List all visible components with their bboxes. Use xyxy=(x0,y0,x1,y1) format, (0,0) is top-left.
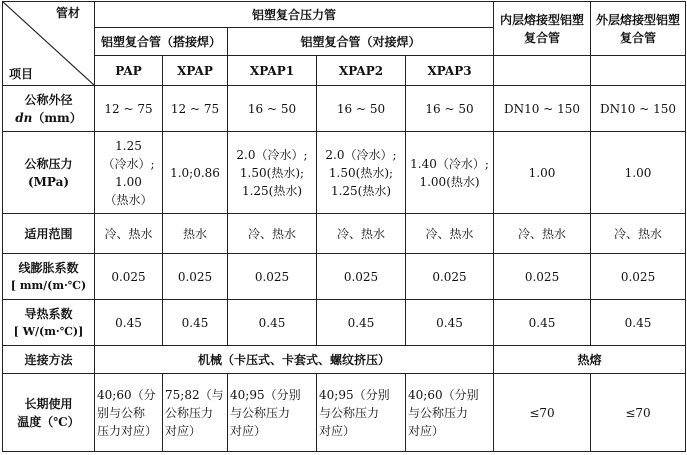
header-outer-pipe: 外层熔接型铝塑复合管 xyxy=(591,2,686,56)
label-expansion-line1: 线膨胀系数 xyxy=(18,260,79,275)
corner-label-material: 管材 xyxy=(55,6,80,20)
label-expansion xyxy=(3,254,95,300)
label-usage: 适用范围 xyxy=(3,214,95,254)
diameter-xpap3: 16 ~ 50 xyxy=(406,86,494,132)
temperature-xpap1-line: 40;95（分别 xyxy=(230,387,301,402)
diameter-xpap1: 16 ~ 50 xyxy=(228,86,317,132)
label-expansion-line2: [ mm/(m·℃) xyxy=(10,278,87,292)
model-inner-blank xyxy=(494,56,591,86)
temperature-xpap3-line: 40;60（分别 xyxy=(408,387,479,402)
usage-xpap1: 冷、热水 xyxy=(228,214,317,254)
temperature-xpap3-line: 与公称压力 xyxy=(408,405,469,420)
pressure-pap-line: （冷水）; xyxy=(102,156,155,171)
temperature-xpap1-line: 对应） xyxy=(230,423,267,438)
subheader-lap-weld: 铝塑复合管（搭接焊） xyxy=(95,28,228,56)
expansion-xpap1: 0.025 xyxy=(228,254,317,300)
temperature-xpap1-line: 与公称压力 xyxy=(230,405,291,420)
model-xpap2: XPAP2 xyxy=(317,56,406,86)
connection-mechanical: 机械（卡压式、卡套式、螺纹挤压） xyxy=(95,346,494,374)
conductivity-xpap1: 0.45 xyxy=(228,300,317,346)
pressure-xpap1-line: 1.25(热水) xyxy=(241,183,303,198)
label-diameter xyxy=(3,86,95,132)
pressure-xpap3-line: 1.40（冷水）; xyxy=(410,156,489,171)
expansion-xpap3: 0.025 xyxy=(406,254,494,300)
row-expansion xyxy=(3,254,686,300)
label-conductivity xyxy=(3,300,95,346)
temperature-xpap-line: 对应） xyxy=(165,423,202,438)
temperature-xpap2-line: 与公称压力 xyxy=(319,405,380,420)
connection-fusion: 热熔 xyxy=(494,346,686,374)
label-temperature-line2: 温度（℃） xyxy=(17,414,80,429)
usage-outer: 冷、热水 xyxy=(591,214,686,254)
temperature-xpap xyxy=(163,374,228,452)
pressure-xpap2-line: 1.25(热水) xyxy=(330,183,392,198)
row-temperature xyxy=(3,374,686,452)
model-xpap: XPAP xyxy=(163,56,228,86)
diameter-pap: 12 ~ 75 xyxy=(95,86,163,132)
row-connection xyxy=(3,346,686,374)
pipe-spec-table xyxy=(2,1,686,452)
pressure-xpap2 xyxy=(317,132,406,214)
usage-pap: 冷、热水 xyxy=(95,214,163,254)
label-connection: 连接方法 xyxy=(3,346,95,374)
temperature-xpap2-line: 40;95（分别 xyxy=(319,387,390,402)
pressure-inner: 1.00 xyxy=(494,132,591,214)
pressure-xpap1-line: 2.0（冷水）; xyxy=(236,147,308,162)
pressure-pap xyxy=(95,132,163,214)
expansion-inner: 0.025 xyxy=(494,254,591,300)
model-xpap1: XPAP1 xyxy=(228,56,317,86)
temperature-xpap3-line: 对应） xyxy=(408,423,445,438)
expansion-xpap: 0.025 xyxy=(163,254,228,300)
usage-xpap3: 冷、热水 xyxy=(406,214,494,254)
conductivity-inner: 0.45 xyxy=(494,300,591,346)
subheader-butt-weld: 铝塑复合管（对接焊） xyxy=(228,28,494,56)
pressure-pap-line: 1.00 xyxy=(115,174,142,189)
model-pap: PAP xyxy=(95,56,163,86)
usage-xpap2: 冷、热水 xyxy=(317,214,406,254)
label-temperature xyxy=(3,374,95,452)
pressure-pap-line: 1.25 xyxy=(115,138,142,153)
conductivity-xpap: 0.45 xyxy=(163,300,228,346)
model-outer-blank xyxy=(591,56,686,86)
pressure-pap-line: （热水） xyxy=(104,192,153,207)
row-usage xyxy=(3,214,686,254)
pressure-xpap1-line: 1.50(热水); xyxy=(239,165,305,180)
temperature-xpap-line: 75;82（与 xyxy=(165,387,224,402)
diameter-outer: DN10 ~ 150 xyxy=(591,86,686,132)
pressure-xpap2-line: 2.0（冷水）; xyxy=(325,147,397,162)
conductivity-pap: 0.45 xyxy=(95,300,163,346)
header-inner-pipe: 内层熔接型铝塑复合管 xyxy=(494,2,591,56)
diameter-xpap: 12 ~ 75 xyxy=(163,86,228,132)
usage-xpap: 热水 xyxy=(163,214,228,254)
row-pressure xyxy=(3,132,686,214)
temperature-pap-line: 别与公称 xyxy=(97,405,146,420)
row-diameter xyxy=(3,86,686,132)
expansion-pap: 0.025 xyxy=(95,254,163,300)
temperature-xpap-line: 公称压力 xyxy=(165,405,214,420)
temperature-outer: ≤70 xyxy=(591,374,686,452)
corner-label-item: 项目 xyxy=(9,67,34,81)
pressure-xpap3 xyxy=(406,132,494,214)
pressure-xpap2-line: 1.50(热水); xyxy=(328,165,394,180)
model-xpap3: XPAP3 xyxy=(406,56,494,86)
label-diameter-line1: 公称外径 xyxy=(24,92,73,107)
temperature-xpap2 xyxy=(317,374,406,452)
row-conductivity xyxy=(3,300,686,346)
corner-header-cell xyxy=(3,2,95,86)
conductivity-xpap2: 0.45 xyxy=(317,300,406,346)
pressure-outer: 1.00 xyxy=(591,132,686,214)
label-temperature-line1: 长期使用 xyxy=(24,396,73,411)
expansion-outer: 0.025 xyxy=(591,254,686,300)
conductivity-outer: 0.45 xyxy=(591,300,686,346)
temperature-xpap1 xyxy=(228,374,317,452)
pressure-xpap: 1.0;0.86 xyxy=(163,132,228,214)
diameter-xpap2: 16 ~ 50 xyxy=(317,86,406,132)
temperature-inner: ≤70 xyxy=(494,374,591,452)
label-diameter-unit: （mm） xyxy=(32,110,82,125)
usage-inner: 冷、热水 xyxy=(494,214,591,254)
label-conductivity-line1: 导热系数 xyxy=(24,306,73,321)
temperature-xpap3 xyxy=(406,374,494,452)
group-header-main: 铝塑复合压力管 xyxy=(95,2,494,28)
pressure-xpap3-line: 1.00(热水) xyxy=(419,174,480,189)
temperature-pap-line: 压力对应） xyxy=(97,423,158,438)
pressure-xpap1 xyxy=(228,132,317,214)
conductivity-xpap3: 0.45 xyxy=(406,300,494,346)
label-conductivity-line2: [ W/(m·℃)] xyxy=(13,324,84,338)
expansion-xpap2: 0.025 xyxy=(317,254,406,300)
temperature-pap-line: 40;60（分 xyxy=(97,387,156,402)
temperature-pap xyxy=(95,374,163,452)
label-pressure: 公称压力(MPa) xyxy=(3,132,95,214)
temperature-xpap2-line: 对应） xyxy=(319,423,356,438)
diameter-inner: DN10 ~ 150 xyxy=(494,86,591,132)
label-diameter-symbol: dn xyxy=(15,110,33,125)
